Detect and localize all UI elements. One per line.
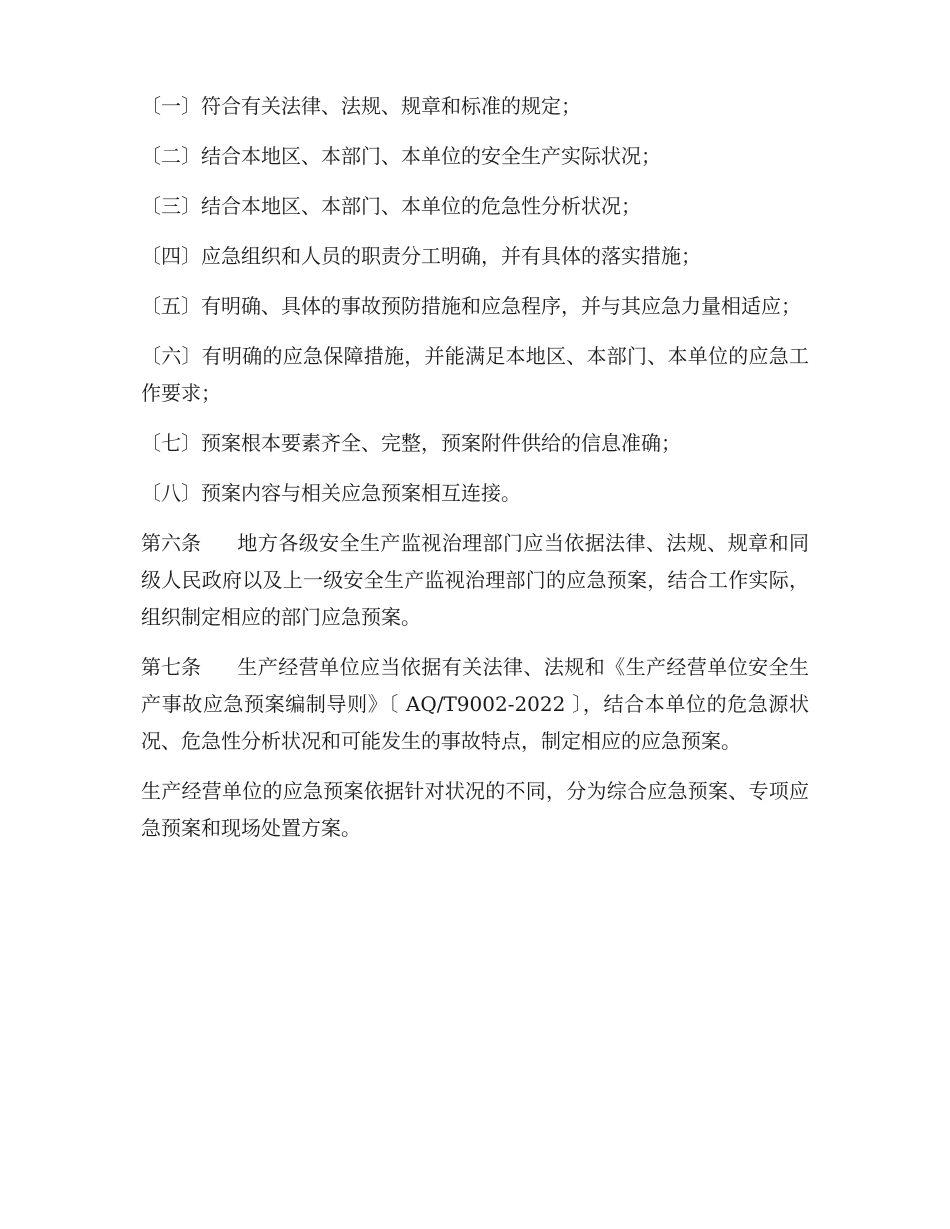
article-6-label: 第六条	[141, 531, 201, 555]
list-item-4: 〔四〕应急组织和人员的职责分工明确，并有具体的落实措施；	[141, 244, 701, 268]
document-body	[141, 88, 809, 860]
article-7-paragraph	[141, 649, 809, 760]
list-item-7: 〔七〕预案根本要素齐全、完整，预案附件供给的信息准确；	[141, 431, 681, 455]
list-item-8: 〔八〕预案内容与相关应急预案相互连接。	[141, 481, 521, 505]
list-item-1: 〔一〕符合有关法律、法规、规章和标准的规定；	[141, 94, 581, 118]
list-item-5: 〔五〕有明确、具体的事故预防措施和应急程序，并与其应急力量相适应；	[141, 294, 801, 318]
article-7-label: 第七条	[141, 655, 201, 679]
list-item-3: 〔三〕结合本地区、本部门、本单位的危急性分析状况；	[141, 194, 641, 218]
article-6-text: 地方各级安全生产监视治理部门应当依据法律、法规、规章和同级人民政府以及上一级安全生产监视治理部门的应急预案，结合工作实际，组织制定相应的部门应急预案。	[141, 531, 809, 629]
article-7-text: 生产经营单位应当依据有关法律、法规和《生产经营单位安全生产事故应急预案编制导则》〔 AQ/T9002-2022 〕，结合本单位的危急源状况、危急性分析状况和可能发生的事故特点，制定相应的应急预案。	[141, 655, 809, 753]
list-item-6: 〔六〕有明确的应急保障措施，并能满足本地区、本部门、本单位的应急工作要求；	[141, 344, 809, 405]
list-item-2: 〔二〕结合本地区、本部门、本单位的安全生产实际状况；	[141, 144, 661, 168]
closing-paragraph: 生产经营单位的应急预案依据针对状况的不同，分为综合应急预案、专项应急预案和现场处置方案。	[141, 779, 809, 840]
article-6-paragraph	[141, 525, 809, 636]
